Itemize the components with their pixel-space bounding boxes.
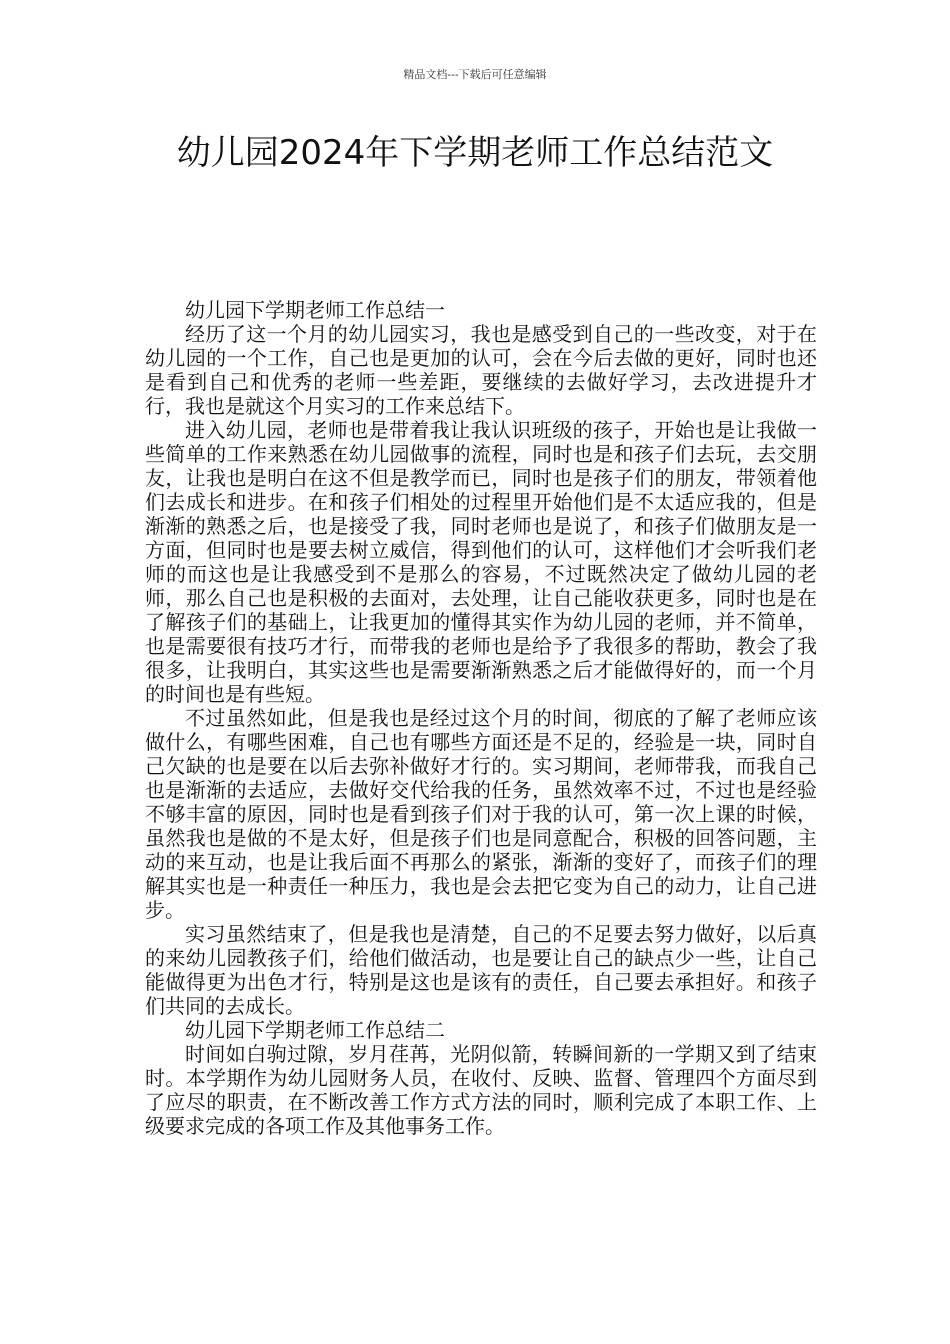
section-heading-2: 幼儿园下学期老师工作总结二: [185, 1018, 445, 1042]
paragraph: 时间如白驹过隙，岁月荏苒，光阴似箭，转瞬间新的一学期又到了结束时。本学期作为幼儿园财务人员，在收付、反映、监督、管理四个方面尽到了应尽的职责，在不断改善工作方式方法的同时，顺利完成了本职工作、上级要求完成的各项工作及其他事务工作。: [145, 1042, 817, 1138]
document-title: 幼儿园2024年下学期老师工作总结范文: [176, 133, 774, 173]
paragraph: 进入幼儿园，老师也是带着我让我认识班级的孩子，开始也是让我做一些简单的工作来熟悉在幼儿园做事的流程，同时也是和孩子们去玩，去交朋友，让我也是明白在这不但是教学而已，同时也是孩子们的朋友，带领着他们去成长和进步。在和孩子们相处的过程里开始他们是不太适应我的，但是渐渐的熟悉之后，也是接受了我，同时老师也是说了，和孩子们做朋友是一方面，但同时也是要去树立威信，得到他们的认可，这样他们才会听我们老师的而这也是让我感受到不是那么的容易，不过既然决定了做幼儿园的老师，那么自己也是积极的去面对，去处理，让自己能收获更多，同时也是在了解孩子们的基础上，让我更加的懂得其实作为幼儿园的老师，并不简单，也是需要很有技巧才行，而带我的老师也是给予了我很多的帮助，教会了我很多，让我明白，其实这些也是需要渐渐熟悉之后才能做得好的，而一个月的时间也是有些短。: [145, 418, 817, 706]
paragraph: 不过虽然如此，但是我也是经过这个月的时间，彻底的了解了老师应该做什么，有哪些困难，自己也有哪些方面还是不足的，经验是一块，同时自己欠缺的也是要在以后去弥补做好才行的。实习期间，老师带我，而我自己也是渐渐的去适应，去做好交代给我的任务，虽然效率不过，不过也是经验不够丰富的原因，同时也是看到孩子们对于我的认可，第一次上课的时候，虽然我也是做的不是太好，但是孩子们也是同意配合，积极的回答问题，主动的来互动，也是让我后面不再那么的紧张，渐渐的变好了，而孩子们的理解其实也是一种责任一种压力，我也是会去把它变为自己的动力，让自己进步。: [145, 706, 817, 922]
paragraph: 经历了这一个月的幼儿园实习，我也是感受到自己的一些改变，对于在幼儿园的一个工作，自己也是更加的认可，会在今后去做的更好，同时也还是看到自己和优秀的老师一些差距，要继续的去做好学习，去改进提升才行，我也是就这个月实习的工作来总结下。: [145, 322, 817, 418]
header-note: 精品文档---下载后可任意编辑: [403, 68, 547, 81]
document-body: [145, 298, 817, 1138]
paragraph: 实习虽然结束了，但是我也是清楚，自己的不足要去努力做好，以后真的来幼儿园教孩子们，给他们做活动，也是要让自己的缺点少一些，让自己能做得更为出色才行，特别是这也是该有的责任，自己要去承担好。和孩子们共同的去成长。: [145, 922, 817, 1018]
section-heading-1: 幼儿园下学期老师工作总结一: [185, 298, 445, 322]
